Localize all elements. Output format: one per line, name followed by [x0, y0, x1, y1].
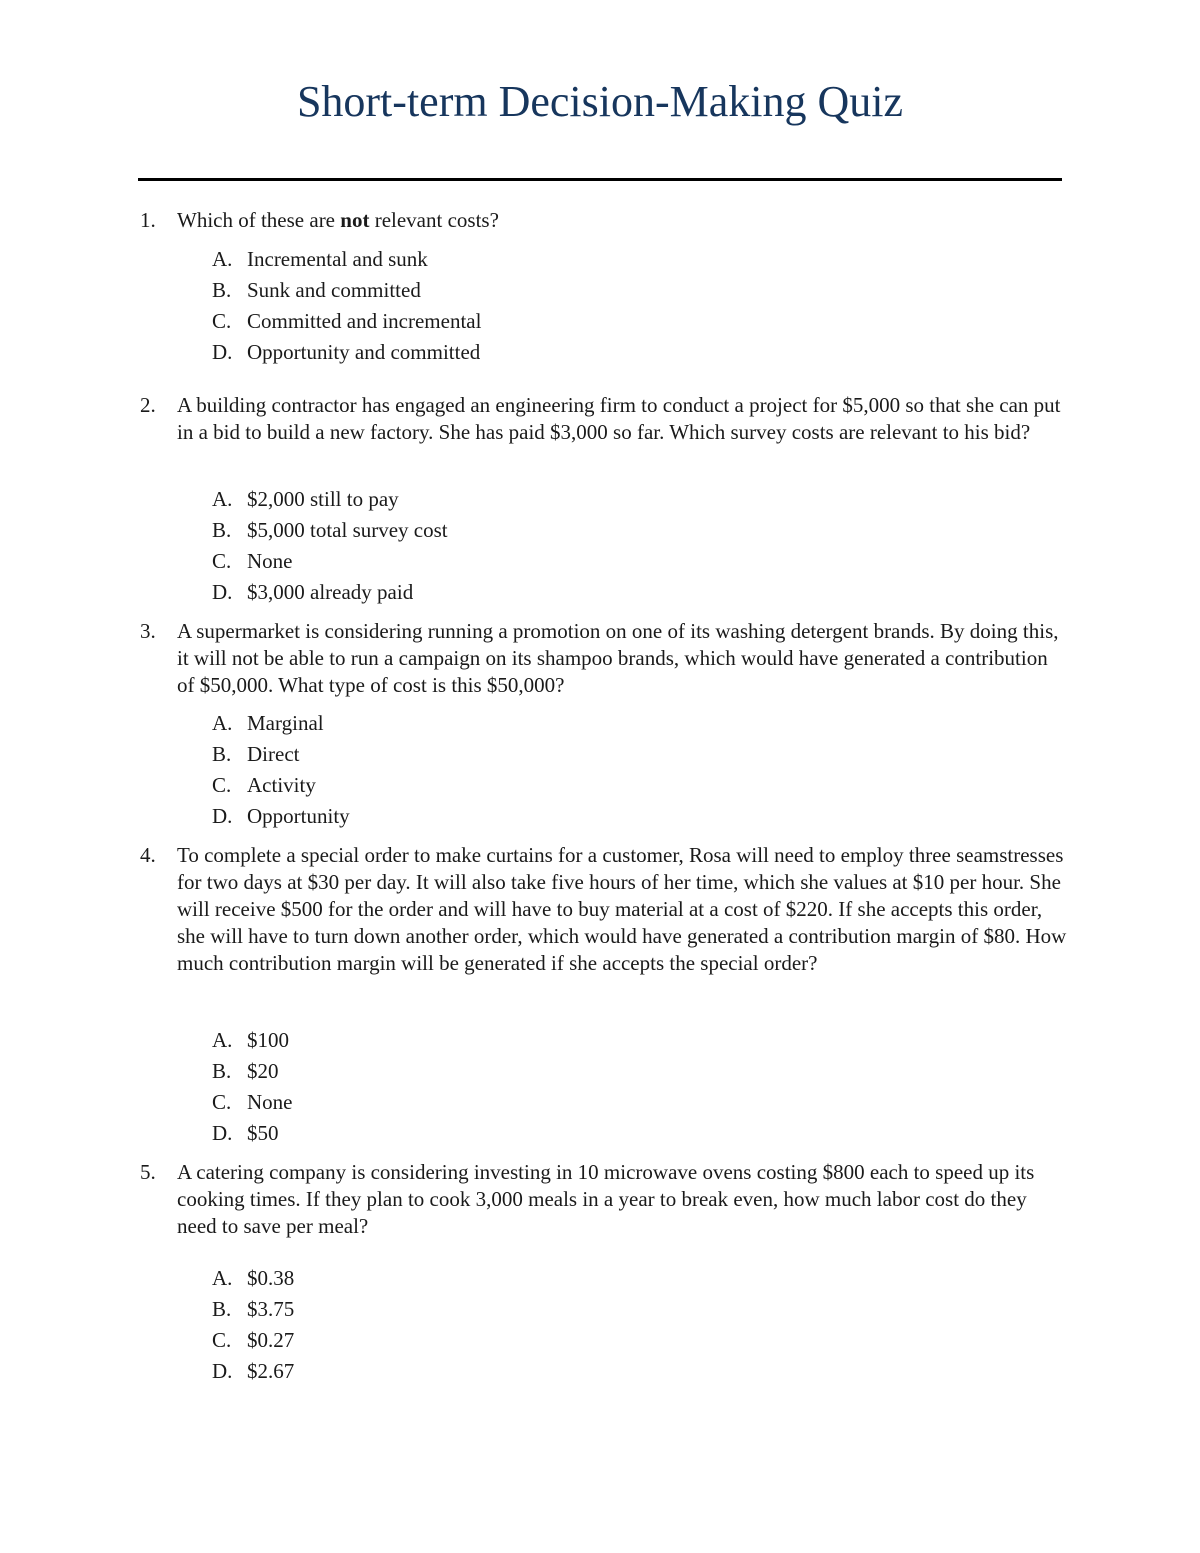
option-text: Direct — [247, 742, 300, 766]
option-letter: A. — [212, 711, 233, 735]
question-2-option-b[interactable] — [0, 516, 1200, 544]
option-text: $2.67 — [247, 1359, 295, 1383]
question-number: 2. — [140, 393, 156, 417]
option-letter: B. — [212, 1297, 232, 1321]
page-title: Short-term Decision-Making Quiz — [296, 77, 904, 126]
option-letter: A. — [212, 1266, 233, 1290]
option-letter: C. — [212, 549, 232, 573]
question-number: 4. — [140, 843, 156, 867]
option-text: $20 — [247, 1059, 279, 1083]
option-letter: A. — [212, 1028, 233, 1052]
option-text: Opportunity and committed — [247, 340, 481, 364]
option-text: $2,000 still to pay — [247, 487, 399, 511]
question-3-option-c[interactable] — [0, 771, 1200, 799]
question-3-option-b[interactable] — [0, 740, 1200, 768]
option-text: Incremental and sunk — [247, 247, 428, 271]
option-letter: D. — [212, 1121, 233, 1145]
question-2-option-d[interactable] — [0, 578, 1200, 606]
question-5-option-c[interactable] — [0, 1326, 1200, 1354]
option-letter: B. — [212, 518, 232, 542]
question-4-option-b[interactable] — [0, 1057, 1200, 1085]
question-1-option-b[interactable] — [0, 276, 1200, 304]
question-text: A catering company is considering investing in 10 microwave ovens costing $800 each to speed up its cooking times. If they plan to cook 3,000 meals in a year to break even, how much labor cost do they need to save per meal? — [177, 1160, 1035, 1238]
question-2-option-a[interactable] — [0, 485, 1200, 513]
question-text: A supermarket is considering running a promotion on one of its washing detergent brands. By doing this, it will not be able to run a campaign on its shampoo brands, which would have generated a contribution of $50,000. What type of cost is this $50,000? — [177, 619, 1059, 697]
option-text: $100 — [247, 1028, 289, 1052]
option-letter: D. — [212, 340, 233, 364]
option-letter: C. — [212, 309, 232, 333]
option-text: $50 — [247, 1121, 279, 1145]
question-text: A building contractor has engaged an engineering firm to conduct a project for $5,000 so that she can put in a bid to build a new factory. She has paid $3,000 so far. Which survey costs are relevant to his bid? — [177, 393, 1061, 444]
option-letter: C. — [212, 1090, 232, 1114]
option-letter: A. — [212, 487, 233, 511]
question-text-emphasis: not — [340, 208, 370, 232]
option-text: Opportunity — [247, 804, 350, 828]
option-text: $0.27 — [247, 1328, 295, 1352]
question-1-option-a[interactable] — [0, 245, 1200, 273]
option-text: Activity — [247, 773, 316, 797]
question-text-part: relevant costs? — [369, 208, 499, 232]
option-text: $0.38 — [247, 1266, 295, 1290]
option-text: Marginal — [247, 711, 324, 735]
option-letter: B. — [212, 1059, 232, 1083]
option-text: None — [247, 549, 293, 573]
question-number: 5. — [140, 1160, 156, 1184]
question-text — [177, 207, 1067, 234]
option-letter: C. — [212, 1328, 232, 1352]
question-3-option-a[interactable] — [0, 709, 1200, 737]
question-text-part: Which of these are — [177, 208, 341, 232]
question-5-option-d[interactable] — [0, 1357, 1200, 1385]
option-letter: B. — [212, 278, 232, 302]
option-letter: C. — [212, 773, 232, 797]
option-text: $5,000 total survey cost — [247, 518, 448, 542]
question-1-option-d[interactable] — [0, 338, 1200, 366]
option-letter: D. — [212, 804, 233, 828]
question-3-option-d[interactable] — [0, 802, 1200, 830]
option-text: $3,000 already paid — [247, 580, 414, 604]
option-letter: A. — [212, 247, 233, 271]
option-text: Sunk and committed — [247, 278, 421, 302]
option-text: Committed and incremental — [247, 309, 482, 333]
question-1-option-c[interactable] — [0, 307, 1200, 335]
question-5-option-b[interactable] — [0, 1295, 1200, 1323]
question-5-option-a[interactable] — [0, 1264, 1200, 1292]
question-number: 1. — [140, 208, 156, 232]
option-text: None — [247, 1090, 293, 1114]
question-text: To complete a special order to make curtains for a customer, Rosa will need to employ three seamstresses for two days at $30 per day. It will also take five hours of her time, which she values at $10 per hour. She will receive $500 for the order and will have to buy material at a cost of $220. If she accepts this order, she will have to turn down another order, which would have generated a contribution margin of $80. How much contribution margin will be generated if she accepts the special order? — [177, 843, 1067, 975]
question-2-option-c[interactable] — [0, 547, 1200, 575]
option-letter: B. — [212, 742, 232, 766]
option-text: $3.75 — [247, 1297, 295, 1321]
option-letter: D. — [212, 1359, 233, 1383]
question-number: 3. — [140, 619, 156, 643]
option-letter: D. — [212, 580, 233, 604]
title-divider — [138, 178, 1062, 181]
question-4-option-d[interactable] — [0, 1119, 1200, 1147]
question-4-option-c[interactable] — [0, 1088, 1200, 1116]
question-4-option-a[interactable] — [0, 1026, 1200, 1054]
